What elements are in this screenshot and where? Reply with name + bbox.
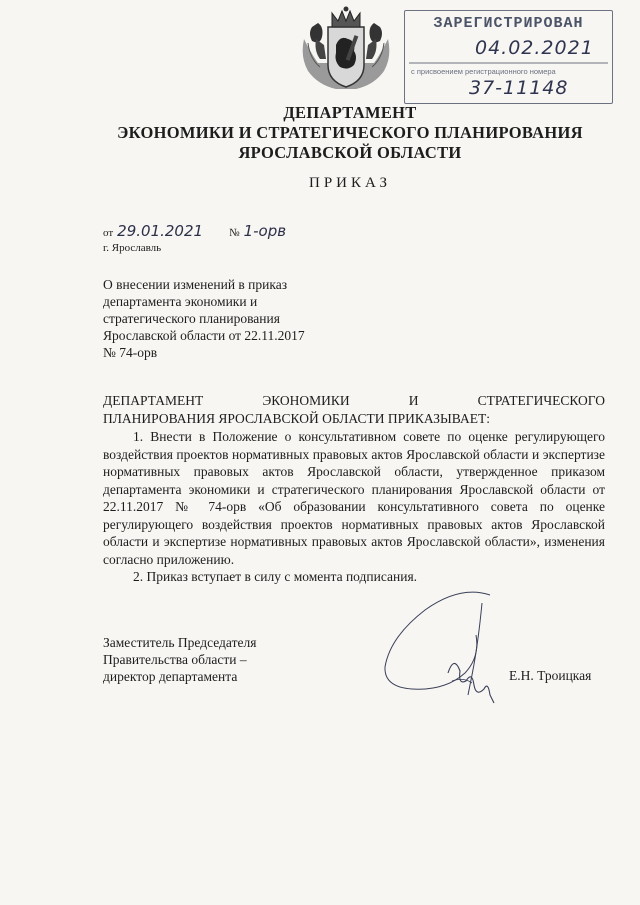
- department-title-line3: ЯРОСЛАВСКОЙ ОБЛАСТИ: [238, 143, 462, 162]
- stamp-subtitle: с присвоением регистрационного номера: [411, 67, 556, 76]
- order-number: 1-орв: [243, 222, 287, 240]
- subject-line: О внесении изменений в приказ: [103, 277, 288, 292]
- intro-line2: ПЛАНИРОВАНИЯ ЯРОСЛАВСКОЙ ОБЛАСТИ ПРИКАЗЫВАЕТ:: [103, 410, 490, 426]
- subject-line: стратегического планирования: [103, 311, 280, 326]
- handwritten-signature: [340, 585, 510, 715]
- order-date: 29.01.2021: [117, 222, 204, 240]
- subject-line: департамента экономики и: [103, 294, 258, 309]
- intro-line1: [103, 392, 605, 410]
- subject-line: Ярославской области от 22.11.2017: [103, 328, 305, 343]
- position-line: Правительства области –: [103, 652, 247, 667]
- number-label: №: [229, 227, 240, 239]
- intro-word: ЭКОНОМИКИ: [262, 393, 350, 408]
- intro-word: ДЕПАРТАМЕНТ: [103, 393, 204, 408]
- department-title-line2: ЭКОНОМИКИ И СТРАТЕГИЧЕСКОГО ПЛАНИРОВАНИЯ: [117, 123, 583, 142]
- intro-word: И: [408, 393, 419, 408]
- intro-word: СТРАТЕГИЧЕСКОГО: [477, 393, 605, 408]
- stamp-date: 04.02.2021: [475, 37, 594, 59]
- department-title-line1: ДЕПАРТАМЕНТ: [283, 103, 417, 122]
- subject-block: [103, 276, 305, 361]
- stamp-number: 37-11148: [469, 77, 569, 99]
- stamp-title: ЗАРЕГИСТРИРОВАН: [433, 15, 584, 32]
- order-intro: [103, 392, 605, 427]
- registration-stamp: [404, 10, 613, 104]
- order-body: [103, 428, 605, 586]
- document-type: ПРИКАЗ: [309, 175, 391, 191]
- order-meta-line: [103, 222, 286, 241]
- from-label: от: [103, 227, 114, 239]
- subject-line: № 74-орв: [103, 345, 158, 360]
- stamp-line: [409, 62, 608, 64]
- signatory-name: Е.Н. Троицкая: [509, 668, 592, 683]
- city: г. Ярославль: [103, 242, 162, 254]
- coat-of-arms-emblem: [298, 5, 394, 93]
- position-line: Заместитель Председателя: [103, 635, 257, 650]
- position-line: директор департамента: [103, 669, 238, 684]
- order-item-1: 1. Внести в Положение о консультативном совете по оценке регулирующего воздействия проектов нормативных правовых актов Ярославской области и экспертизе нормативных правовых актов Ярославской области, утвержденное приказом департамента экономики и стратегического планирования Ярославской области от 22.11.2017 № 74-орв «Об образовании консультативного совета по оценке регулирующего воздействия проектов нормативных правовых актов Ярославской области и экспертизе нормативных правовых актов Ярославской области», изменения согласно приложению.: [103, 429, 605, 567]
- signatory-position: [103, 634, 256, 685]
- order-item-2: 2. Приказ вступает в силу с момента подписания.: [133, 569, 418, 584]
